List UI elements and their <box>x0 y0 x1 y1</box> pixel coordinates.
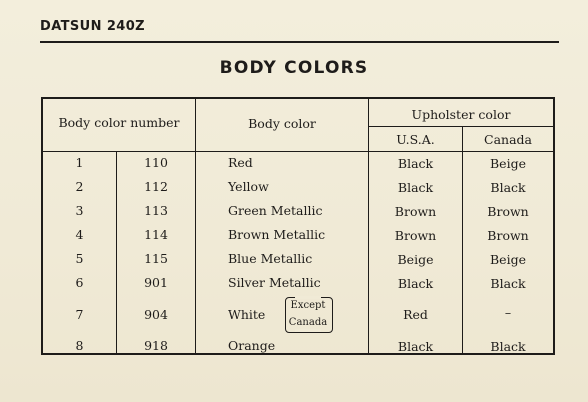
row-code: 918 <box>144 338 168 353</box>
row-index: 7 <box>75 307 84 322</box>
row-canada: Black <box>490 180 526 195</box>
row-color: Silver Metallic <box>228 275 321 290</box>
row-code: 901 <box>144 275 168 290</box>
header-body-color: Body color <box>248 116 316 131</box>
row-canada: Black <box>490 339 526 354</box>
row-color: White <box>228 307 266 322</box>
row-index: 8 <box>75 338 84 353</box>
row-code: 112 <box>144 179 168 194</box>
row-usa: Black <box>397 276 434 291</box>
row-note-line2: Canada <box>288 317 328 328</box>
row-index: 6 <box>75 275 84 290</box>
header-canada: Canada <box>484 132 532 147</box>
header-rule <box>40 41 559 43</box>
header-upholster-color: Upholster color <box>411 107 511 122</box>
row-code: 904 <box>144 307 168 322</box>
row-color: Blue Metallic <box>228 251 313 266</box>
row-index: 1 <box>75 155 84 170</box>
row-color: Brown Metallic <box>228 227 326 242</box>
body-colors-table <box>41 97 555 355</box>
row-usa: Beige <box>397 252 434 267</box>
row-usa: Brown <box>394 204 437 219</box>
header-usa: U.S.A. <box>396 132 435 147</box>
row-canada: – <box>504 305 512 320</box>
row-color: Yellow <box>228 179 269 194</box>
row-index: 3 <box>75 203 84 218</box>
row-usa: Red <box>403 307 428 322</box>
page-header-title: DATSUN 240Z <box>40 19 145 34</box>
divider-header-body <box>43 151 553 152</box>
row-canada: Black <box>490 276 526 291</box>
row-code: 115 <box>144 251 168 266</box>
row-usa: Black <box>397 180 434 195</box>
divider-upholster-subheader <box>368 126 553 127</box>
row-index: 5 <box>75 251 84 266</box>
row-color: Orange <box>228 338 276 353</box>
row-canada: Beige <box>490 252 526 267</box>
row-index: 4 <box>75 227 84 242</box>
document-title: BODY COLORS <box>219 58 369 78</box>
row-code: 113 <box>144 203 168 218</box>
row-index: 2 <box>75 179 84 194</box>
row-color: Red <box>228 155 253 170</box>
bracket-mask-bottom <box>295 329 321 332</box>
row-color: Green Metallic <box>228 203 323 218</box>
row-usa: Black <box>397 339 434 354</box>
header-body-color-number: Body color number <box>58 115 180 130</box>
row-canada: Brown <box>487 228 529 243</box>
row-usa: Brown <box>394 228 437 243</box>
row-code: 114 <box>144 227 168 242</box>
divider-number-color <box>195 99 196 353</box>
row-code: 110 <box>144 155 168 170</box>
row-usa: Black <box>397 156 434 171</box>
row-note-line1: Except <box>290 300 326 311</box>
row-canada: Beige <box>490 156 526 171</box>
bracket-mask-top <box>295 296 321 299</box>
row-canada: Brown <box>487 204 529 219</box>
